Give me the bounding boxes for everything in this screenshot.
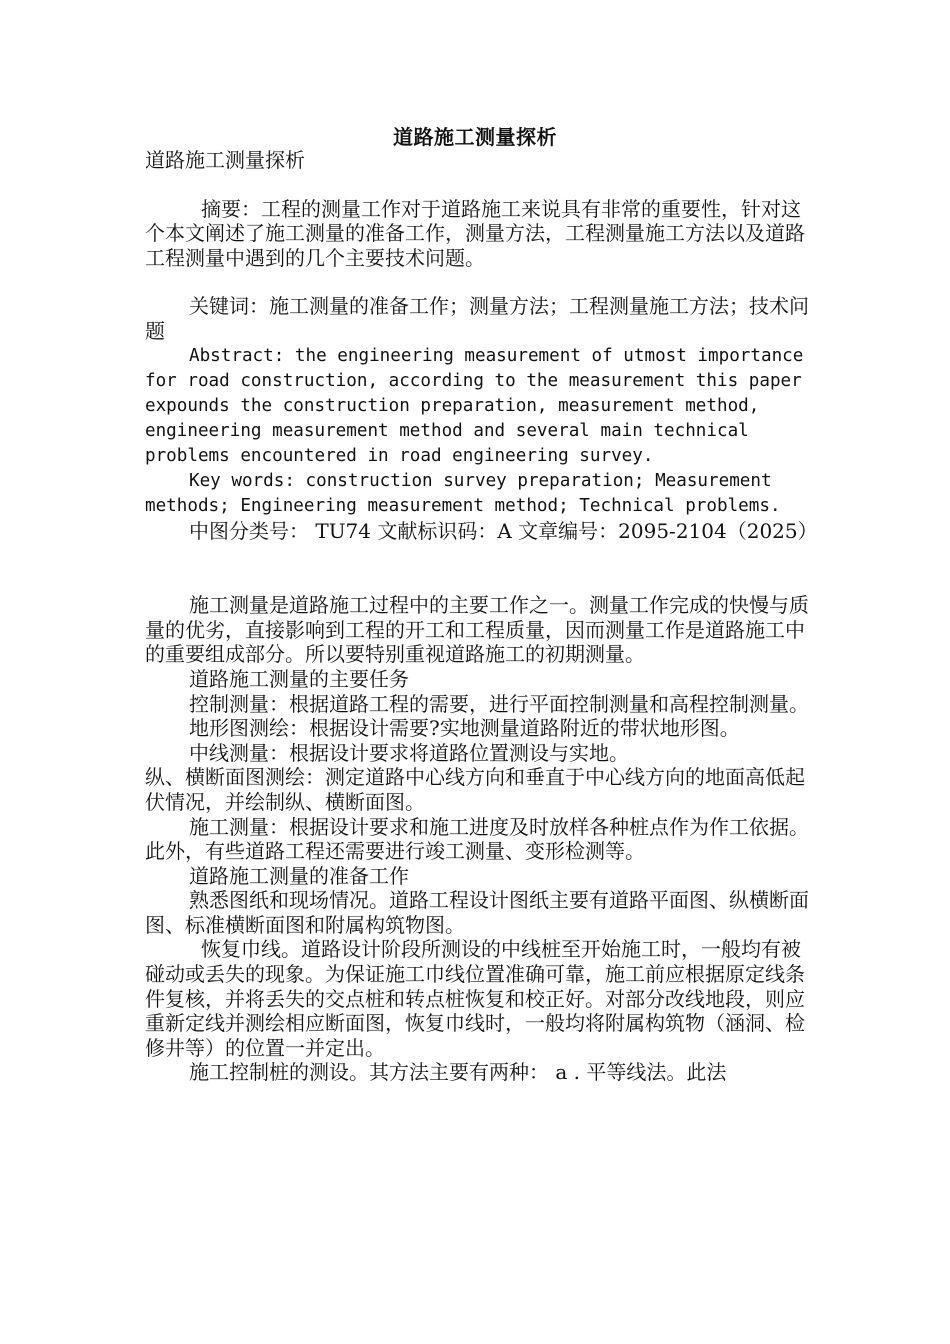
prep-control-stakes: 施工控制桩的测设。其方法主要有两种： a . 平等线法。此法 — [189, 1060, 727, 1085]
task-construction-survey: 施工测量：根据设计要求和施工进度及时放样各种桩点作为作工依据。 此外，有些道路工程还需要进行竣工测量、变形检测等。 — [145, 814, 809, 864]
keywords-cn: 关键词：施工测量的准备工作；测量方法；工程测量施工方法；技术问题 — [145, 294, 809, 343]
classification-line: 中图分类号： TU74 文献标识码：A 文章编号：2095-2104（2025） — [189, 518, 818, 543]
section-heading-tasks: 道路施工测量的主要任务 — [189, 666, 409, 691]
prep-drawings: 熟悉图纸和现场情况。道路工程设计图纸主要有道路平面图、纵横断面图、标准横断面图和附属构筑物图。 — [145, 888, 809, 937]
section-heading-preparation: 道路施工测量的准备工作 — [189, 863, 409, 888]
intro-paragraph: 施工测量是道路施工过程中的主要工作之一。测量工作完成的快慢与质量的优劣，直接影响到工程的开工和工程质量，因而测量工作是道路施工中的重要组成部分。所以要特别重视道路施工的初期测量。 — [145, 593, 809, 667]
task-centerline-survey: 中线测量：根据设计要求将道路位置测设与实地。 — [189, 740, 629, 765]
task-topographic-mapping: 地形图测绘：根据设计需要?实地测量道路附近的带状地形图。 — [189, 716, 740, 741]
document-body — [145, 148, 818, 1085]
task-control-survey: 控制测量：根据道路工程的需要，进行平面控制测量和高程控制测量。 — [189, 691, 809, 716]
document-title: 道路施工测量探析 — [393, 125, 557, 149]
abstract-cn: 摘要：工程的测量工作对于道路施工来说具有非常的重要性，针对这个本文阐述了施工测量的准备工作，测量方法，工程测量施工方法以及道路工程测量中遇到的几个主要技术问题。 — [145, 196, 805, 270]
prep-restore-centerline: 恢复巾线。道路设计阶段所测设的中线桩至开始施工时，一般均有被碰动或丢失的现象。为保证施工巾线位置准确可靠，施工前应根据原定线条件复核，并将丢失的交点桩和转点桩恢复和校正好。对部分改线地段，则应重新定线并测绘相应断面图，恢复巾线时，一般均将附属构筑物（涵洞、检修井等）的位置一并定出。 — [145, 937, 805, 1060]
document-subtitle: 道路施工测量探析 — [145, 148, 305, 172]
keywords-en: Key words: construction survey preparation; Measurement methods; Engineering measurement method; Technical problems. — [145, 470, 781, 516]
task-profile-survey: 纵、横断面图测绘：测定道路中心线方向和垂直于中心线方向的地面高低起伏情况，并绘制纵、横断面图。 — [145, 765, 805, 814]
abstract-en: Abstract: the engineering measurement of utmost importance for road construction, according to the measurement this paper expounds the construction preparation, measurement method, engineering measurement method and several main technical problems encountered in road engineering survey. — [145, 345, 804, 466]
